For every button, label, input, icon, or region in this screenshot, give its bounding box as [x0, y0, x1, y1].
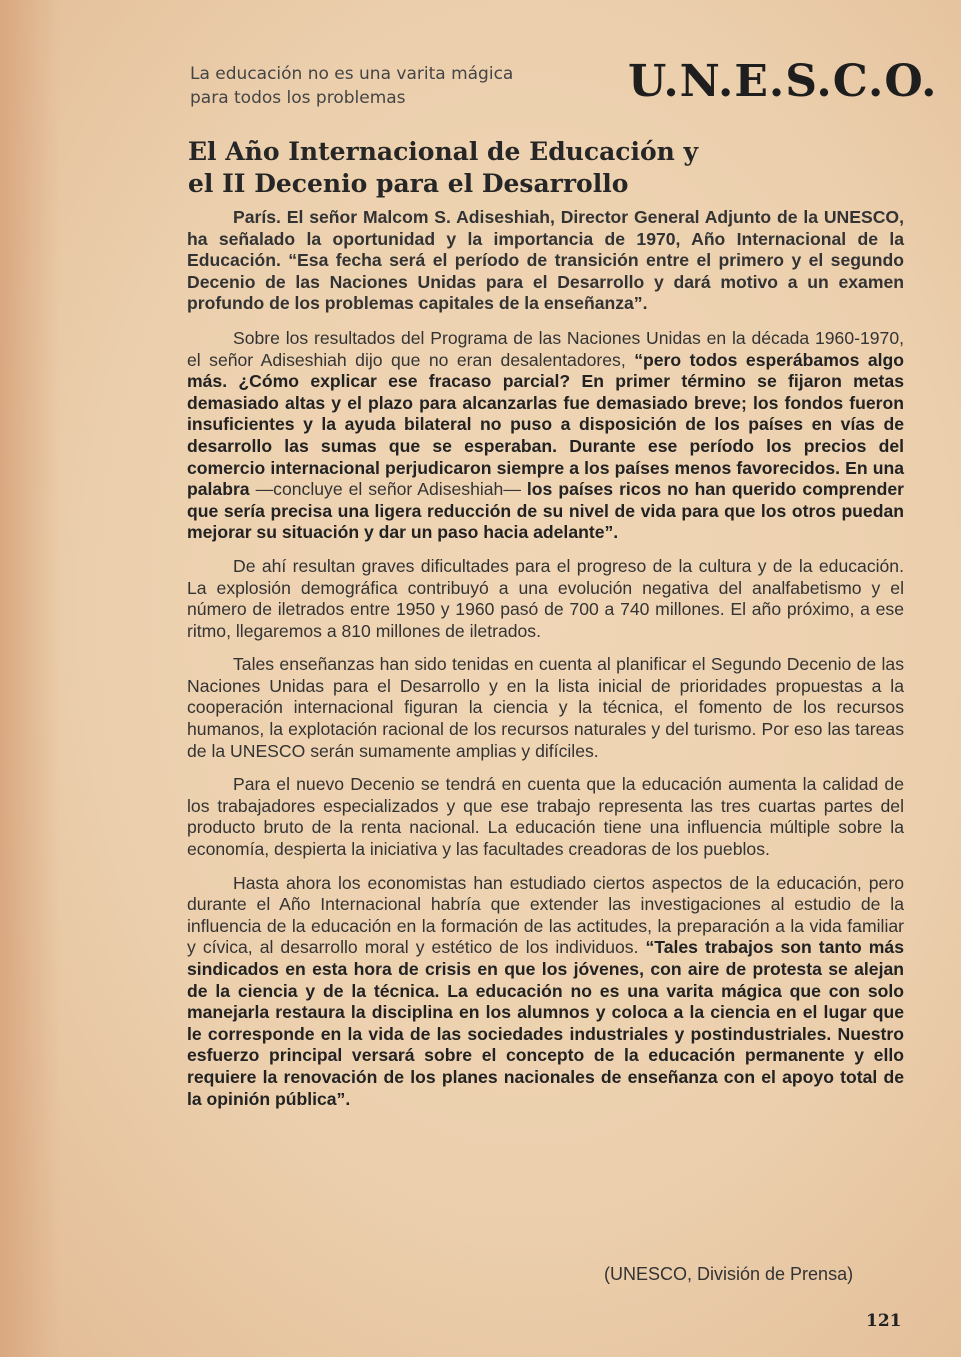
- lead-paragraph: París. El señor Malcom S. Adiseshiah, Director General Adjunto de la UNESCO, ha señalado la oportunidad y la importancia de 1970, Año Internacional de la Educación. “Esa fecha será el período de transición entre el primero y el segundo Decenio de las Naciones Unidas para el Desarrollo y dará motivo a un examen profundo de los problemas capitales de la enseñanza”.: [187, 207, 904, 314]
- paragraph-2-attribution: —concluye el señor Adiseshiah—: [249, 479, 527, 500]
- article-body: [187, 207, 904, 1122]
- paragraph-2-quote: “pero todos esperábamos algo más. ¿Cómo explicar ese fracaso parcial? En primer término se fijaron metas demasiado altas y el plazo para alcanzarlas fue demasiado breve; los fondos fueron insuficientes y la ayuda bilateral no puso a disposición de los países en vías de desarrollo las sumas que se esperaban. Durante ese período los precios del comercio internacional perjudicaron siempre a los países menos favorecidos. En una palabra: [187, 349, 904, 500]
- tagline-line-2: para todos los problemas: [190, 88, 406, 108]
- paragraph-3: De ahí resultan graves dificultades para el progreso de la cultura y de la educación. La explosión demográfica contribuyó a una evolución negativa del analfabetismo y el número de iletrados entre 1950 y 1960 pasó de 700 a 740 millones. El año próximo, a ese ritmo, llegaremos a 810 millones de iletrados.: [187, 555, 904, 641]
- paragraph-4: Tales enseñanzas han sido tenidas en cuenta al planificar el Segundo Decenio de las Naciones Unidas para el Desarrollo y en la lista inicial de prioridades propuestas a la cooperación internacional figuran la ciencia y la técnica, el fomento de los recursos humanos, la explotación racional de los recursos naturales y del turismo. Por eso las tareas de la UNESCO serán sumamente amplias y difíciles.: [187, 654, 904, 761]
- paragraph-2-quote-end: los países ricos no han querido comprender que sería precisa una ligera reducción de su nivel de vida para que los otros puedan mejorar su situación y dar un paso hacia adelante”.: [187, 479, 904, 543]
- article-credit: (UNESCO, División de Prensa): [604, 1264, 854, 1284]
- tagline-line-1: La educación no es una varita mágica: [190, 64, 514, 84]
- paragraph-5: Para el nuevo Decenio se tendrá en cuenta que la educación aumenta la calidad de los trabajadores especializados y que ese trabajo representa las tres cuartas partes del producto bruto de la renta nacional. La educación tiene una influencia múltiple sobre la economía, despierta la iniciativa y las facultades creadoras de los pueblos.: [187, 774, 904, 860]
- paragraph-6-intro: Hasta ahora los economistas han estudiado ciertos aspectos de la educación, pero durante el Año Internacional habría que extender las investigaciones al estudio de la influencia de la educación en la formación de las actitudes, la preparación a la vida familiar y cívica, al desarrollo moral y estético de los individuos.: [187, 872, 904, 958]
- title-line-1: El Año Internacional de Educación y: [188, 137, 699, 166]
- page-edge-shadow: [0, 0, 60, 1357]
- header-tagline: [190, 62, 580, 110]
- article-title: [188, 136, 888, 200]
- title-line-2: el II Decenio para el Desarrollo: [188, 169, 629, 198]
- organization-heading: U.N.E.S.C.O.: [628, 56, 938, 107]
- page-number: 121: [866, 1311, 902, 1331]
- paragraph-6-quote: “Tales trabajos son tanto más sindicados en esta hora de crisis en que los jóvenes, con aire de protesta se alejan de la ciencia y de la técnica. La educación no es una varita mágica que con solo manejarla restaura la disciplina en los alumnos y coloca a la ciencia en el lugar que le corresponde en la vida de las sociedades industriales y postindustriales. Nuestro esfuerzo principal versará sobre el concepto de la educación permanente y ello requiere la renovación de los planes nacionales de enseñanza con el apoyo total de la opinión pública”.: [187, 937, 904, 1109]
- paragraph-2-intro: Sobre los resultados del Programa de las Naciones Unidas en la década 1960-1970, el señor Adiseshiah dijo que no eran desalentadores,: [187, 327, 904, 370]
- paragraph-2: [187, 328, 904, 544]
- paragraph-6: [187, 873, 904, 1111]
